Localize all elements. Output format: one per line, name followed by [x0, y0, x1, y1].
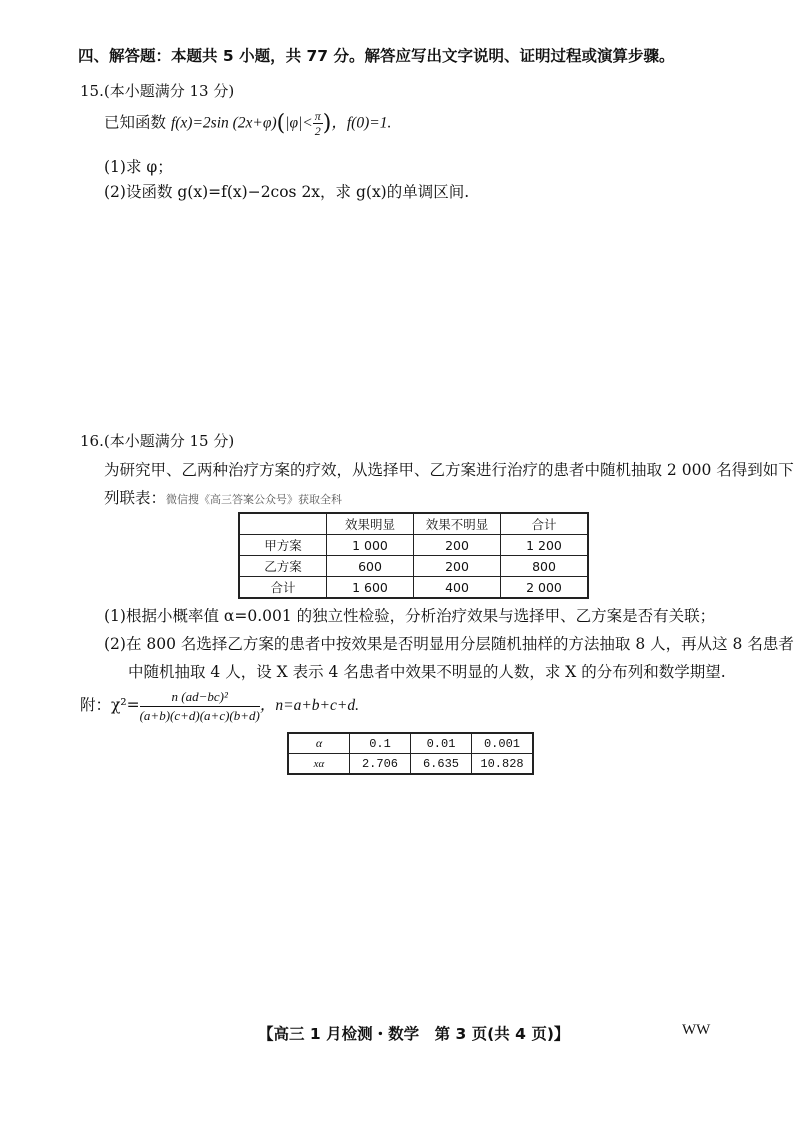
q15-stem: 已知函数 f(x)=2sin (2x+φ)(|φ|< $\frac{\pi}{2}$ )，f(0)=1.	[104, 109, 392, 138]
chi-square-fraction	[140, 690, 260, 722]
table-cell: 10.828	[472, 754, 534, 775]
table-cell: xα	[288, 754, 350, 775]
table-cell: 乙方案	[239, 556, 327, 577]
table-row	[288, 733, 533, 754]
table-cell: α	[288, 733, 350, 754]
table-cell: 1 200	[501, 535, 589, 556]
table-cell: 2.706	[350, 754, 411, 775]
q16-heading: 16.(本小题满分 15 分)	[80, 432, 235, 450]
table-row	[239, 577, 588, 599]
table-cell: 800	[501, 556, 589, 577]
table-cell: 2 000	[501, 577, 589, 599]
table-cell: 200	[414, 556, 501, 577]
formula-denominator: (a+b)(c+d)(a+c)(b+d)	[139, 707, 260, 723]
table-row	[288, 754, 533, 775]
q15-part2: (2)设函数 g(x)=f(x)−2cos 2x，求 g(x)的单调区间.	[104, 183, 470, 201]
table-header-row	[239, 513, 588, 535]
table-cell: 200	[414, 535, 501, 556]
table-cell: 甲方案	[239, 535, 327, 556]
pi-over-two-fraction	[313, 110, 323, 137]
table-cell: 6.635	[411, 754, 472, 775]
contingency-table	[238, 512, 589, 599]
fraction-numerator: π	[314, 109, 321, 123]
q15-stem-suffix: ，f(0)=1.	[331, 114, 392, 132]
table-cell: 合计	[239, 577, 327, 599]
q16-stem-line2-text: 列联表：	[104, 489, 167, 507]
q16-part2-line2: 中随机抽取 4 人，设 X 表示 4 名患者中效果不明显的人数，求 X 的分布列和数学期望.	[128, 663, 726, 681]
table-cell	[239, 513, 327, 535]
table-cell: 合计	[501, 513, 589, 535]
q16-part2-line1: (2)在 800 名选择乙方案的患者中按效果是否明显用分层随机抽样的方法抽取 8 人，再从这 8 名患者	[104, 635, 794, 653]
q15-part1: (1)求 φ；	[104, 158, 173, 176]
table-row	[239, 535, 588, 556]
critical-value-table	[287, 732, 534, 775]
fraction-denominator: 2	[314, 124, 321, 138]
table-row	[239, 556, 588, 577]
formula-numerator: n (ad−bc)²	[140, 690, 260, 707]
q15-stem-prefix: 已知函数	[104, 113, 171, 132]
table-cell: 600	[327, 556, 414, 577]
page-footer: 【高三 1 月检测・数学 第 3 页(共 4 页)】	[258, 1025, 570, 1043]
table-cell: 效果不明显	[414, 513, 501, 535]
q15-function: f(x)=2sin (2x+φ)	[170, 114, 277, 132]
table-cell: 1 000	[327, 535, 414, 556]
corner-mark: WW	[682, 1022, 711, 1038]
watermark-text: 微信搜《高三答案公众号》获取全科	[166, 493, 343, 506]
table-cell: 1 600	[327, 577, 414, 599]
q16-stem-line2	[104, 486, 342, 508]
q15-condition: |φ|<	[285, 114, 313, 132]
table-cell: 0.001	[472, 733, 534, 754]
table-cell: 0.01	[411, 733, 472, 754]
appendix-prefix: 附：χ²=	[80, 696, 140, 715]
appendix-formula	[80, 690, 359, 722]
table-cell: 效果明显	[327, 513, 414, 535]
appendix-suffix: ，n=a+b+c+d.	[259, 697, 359, 715]
table-cell: 0.1	[350, 733, 411, 754]
q15-heading: 15.(本小题满分 13 分)	[80, 82, 235, 100]
q16-stem-line1: 为研究甲、乙两种治疗方案的疗效，从选择甲、乙方案进行治疗的患者中随机抽取 2 000 名得到如下	[104, 461, 794, 479]
q16-part1: (1)根据小概率值 α=0.001 的独立性检验，分析治疗效果与选择甲、乙方案是否有关联；	[104, 607, 716, 625]
table-cell: 400	[414, 577, 501, 599]
section-title: 四、解答题：本题共 5 小题，共 77 分。解答应写出文字说明、证明过程或演算步骤。	[78, 47, 675, 65]
